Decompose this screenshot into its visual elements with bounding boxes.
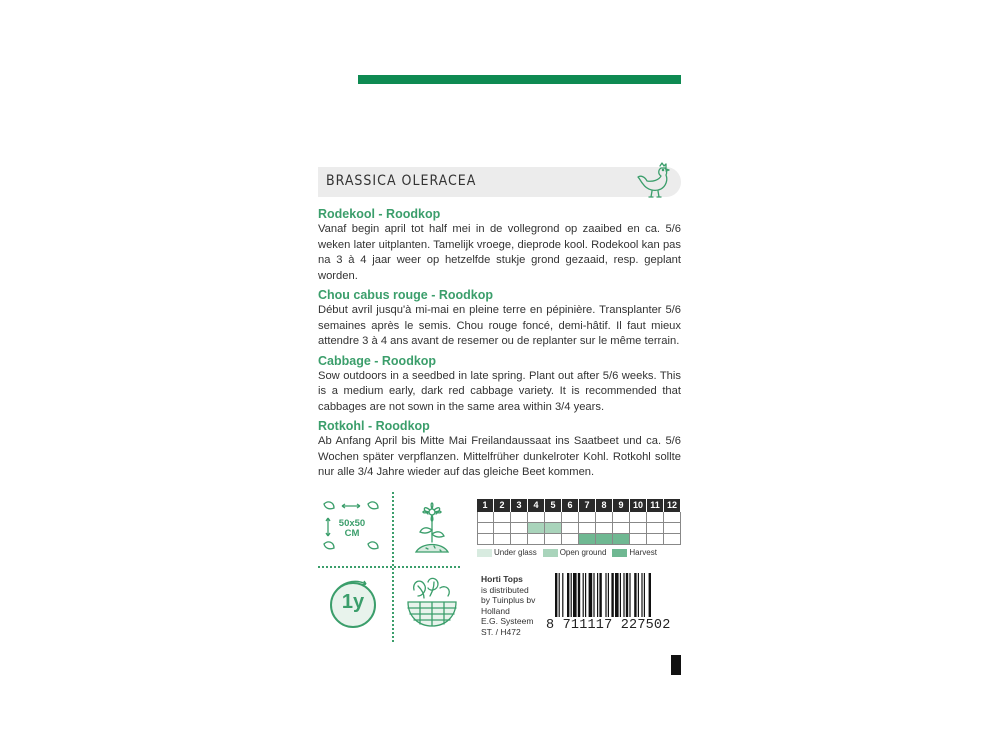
barcode-bar [649, 573, 651, 617]
section-title: Cabbage - Roodkop [318, 353, 437, 368]
calendar-cell [511, 534, 528, 545]
species-banner [318, 167, 681, 197]
section-body: Sow outdoors in a seedbed in late spring. Plant out after 5/6 weeks. This is a medium early, dark red cabbage variety. It is recommended that cabbages are not sown in the same area within 3/4 years. [318, 369, 681, 413]
legend-swatch [477, 549, 492, 557]
section-french [318, 287, 681, 350]
barcode-bar [644, 573, 645, 617]
calendar-month-header: 3 [511, 499, 528, 512]
spacing-value: 50x50 [338, 518, 366, 529]
calendar-month-header: 8 [596, 499, 613, 512]
harvest-basket-icon [400, 572, 464, 638]
barcode-bar [578, 573, 580, 617]
calendar-legend [477, 548, 683, 557]
calendar-month-header: 7 [579, 499, 596, 512]
barcode-bar [593, 573, 594, 617]
calendar-cell [562, 512, 579, 523]
legend-swatch [543, 549, 558, 557]
distributor-info [481, 574, 535, 637]
calendar-cell [477, 523, 494, 534]
barcode-bar [585, 573, 586, 617]
legend-label: Harvest [629, 548, 657, 557]
calendar-cell [545, 523, 562, 534]
flower-plant-icon [402, 496, 462, 564]
section-body: Début avril jusqu'à mi-mai en pleine terre en pépinière. Transplanter 5/6 semaines après le semis. Chou rouge foncé, demi-hâtif. Il faut mieux attendre 3 à 4 ans avant de resemer ou de replanter sur le même terrain. [318, 304, 681, 347]
calendar-cell [647, 512, 664, 523]
distributor-line: E.G. Systeem [481, 616, 534, 626]
barcode-bar [573, 573, 577, 617]
distributor-line: by Tuinplus bv [481, 595, 536, 605]
brand-name: Horti Tops [481, 574, 523, 584]
distributor-line: Holland [481, 605, 510, 616]
legend-item [612, 548, 657, 557]
calendar-cell [630, 523, 647, 534]
barcode-bar [597, 573, 598, 617]
calendar-month-header: 9 [613, 499, 630, 512]
calendar-cell [494, 512, 511, 523]
section-english [318, 353, 681, 416]
distributor-line: is distributed [481, 584, 529, 595]
calendar-month-header: 6 [562, 499, 579, 512]
section-title: Rotkohl - Roodkop [318, 419, 430, 433]
barcode-bar [605, 573, 606, 617]
calendar-cell [664, 523, 681, 534]
section-german [318, 418, 681, 481]
calendar-cell [664, 534, 681, 545]
barcode-bar [620, 573, 621, 617]
calendar-cell [613, 523, 630, 534]
section-body: Ab Anfang April bis Mitte Mai Freilandaussaat ins Saatbeet und ca. 5/6 Wochen später verpflanzen. Mittelfrüher dunkelroter Kohl. Rotkohl sollte nur alle 3/4 Jahre wieder auf das gleiche Beet kommen. [318, 435, 681, 478]
barcode-bar [567, 573, 569, 617]
species-name: BRASSICA OLERACEA [326, 173, 477, 189]
marker-block [671, 655, 681, 675]
barcode-bar [611, 573, 613, 617]
calendar-month-header: 5 [545, 499, 562, 512]
section-body: Vanaf begin april tot half mei in de vollegrond op zaaibed en ca. 5/6 weken later uitplanten. Tamelijk vroege, dieprode kool. Rodekool kan pas na 3 à 4 jaar weer op hetzelfde stukje grond gezaaid, resp. geplant worden. [318, 223, 681, 282]
spacing-unit: CM [344, 528, 360, 539]
calendar-cell [596, 523, 613, 534]
legend-item [543, 548, 607, 557]
barcode-bar [583, 573, 584, 617]
barcode-bar [638, 573, 639, 617]
calendar-cell [494, 523, 511, 534]
barcode-bar [629, 573, 630, 617]
barcode-bar [589, 573, 593, 617]
growth-cycle-label: 1y [341, 591, 365, 613]
calendar-cell [528, 534, 545, 545]
barcode-bar [559, 573, 560, 617]
barcode-bar [562, 573, 563, 617]
calendar-cell [545, 512, 562, 523]
calendar-cell [579, 534, 596, 545]
calendar-cell [562, 534, 579, 545]
section-dutch [318, 206, 681, 284]
calendar-cell [477, 534, 494, 545]
calendar-cell [630, 534, 647, 545]
barcode-bar [615, 573, 619, 617]
barcode-bar [626, 573, 628, 617]
barcode-bar [623, 573, 624, 617]
calendar-month-header: 12 [664, 499, 681, 512]
barcode-bar [608, 573, 609, 617]
top-green-bar [358, 75, 681, 84]
legend-item [477, 548, 537, 557]
calendar-cell [664, 512, 681, 523]
barcode-bar [641, 573, 642, 617]
barcode-bar [599, 573, 601, 617]
legend-swatch [612, 549, 627, 557]
calendar-month-header: 10 [630, 499, 647, 512]
calendar-cell [477, 512, 494, 523]
calendar-month-header: 2 [494, 499, 511, 512]
calendar-cell [545, 534, 562, 545]
instructions [318, 206, 681, 484]
sowing-calendar [477, 499, 683, 557]
barcode-bar [555, 573, 557, 617]
spacing-label [336, 519, 368, 539]
calendar-cell [596, 534, 613, 545]
calendar-month-header: 4 [528, 499, 545, 512]
calendar-cell [528, 523, 545, 534]
barcode-number: 8 711117 227502 [546, 618, 671, 633]
legend-label: Open ground [559, 548, 607, 557]
icon-divider-horizontal [318, 566, 460, 568]
calendar-cell [613, 512, 630, 523]
distributor-line: ST. / H472 [481, 626, 521, 637]
calendar-cell [647, 523, 664, 534]
rooster-icon [634, 160, 678, 202]
calendar-cell [511, 512, 528, 523]
calendar-cell [494, 534, 511, 545]
calendar-cell [511, 523, 528, 534]
calendar-cell [562, 523, 579, 534]
calendar-cell [579, 523, 596, 534]
calendar-cell [528, 512, 545, 523]
calendar-cell [647, 534, 664, 545]
section-title: Chou cabus rouge - Roodkop [318, 288, 493, 302]
calendar-month-header: 11 [647, 499, 664, 512]
calendar-cell [579, 512, 596, 523]
barcode-bar [571, 573, 572, 617]
section-title: Rodekool - Roodkop [318, 207, 441, 221]
barcode-bar [634, 573, 636, 617]
calendar-grid [477, 499, 683, 545]
calendar-cell [630, 512, 647, 523]
calendar-month-header: 1 [477, 499, 494, 512]
calendar-cell [613, 534, 630, 545]
calendar-cell [596, 512, 613, 523]
legend-label: Under glass [494, 548, 537, 557]
